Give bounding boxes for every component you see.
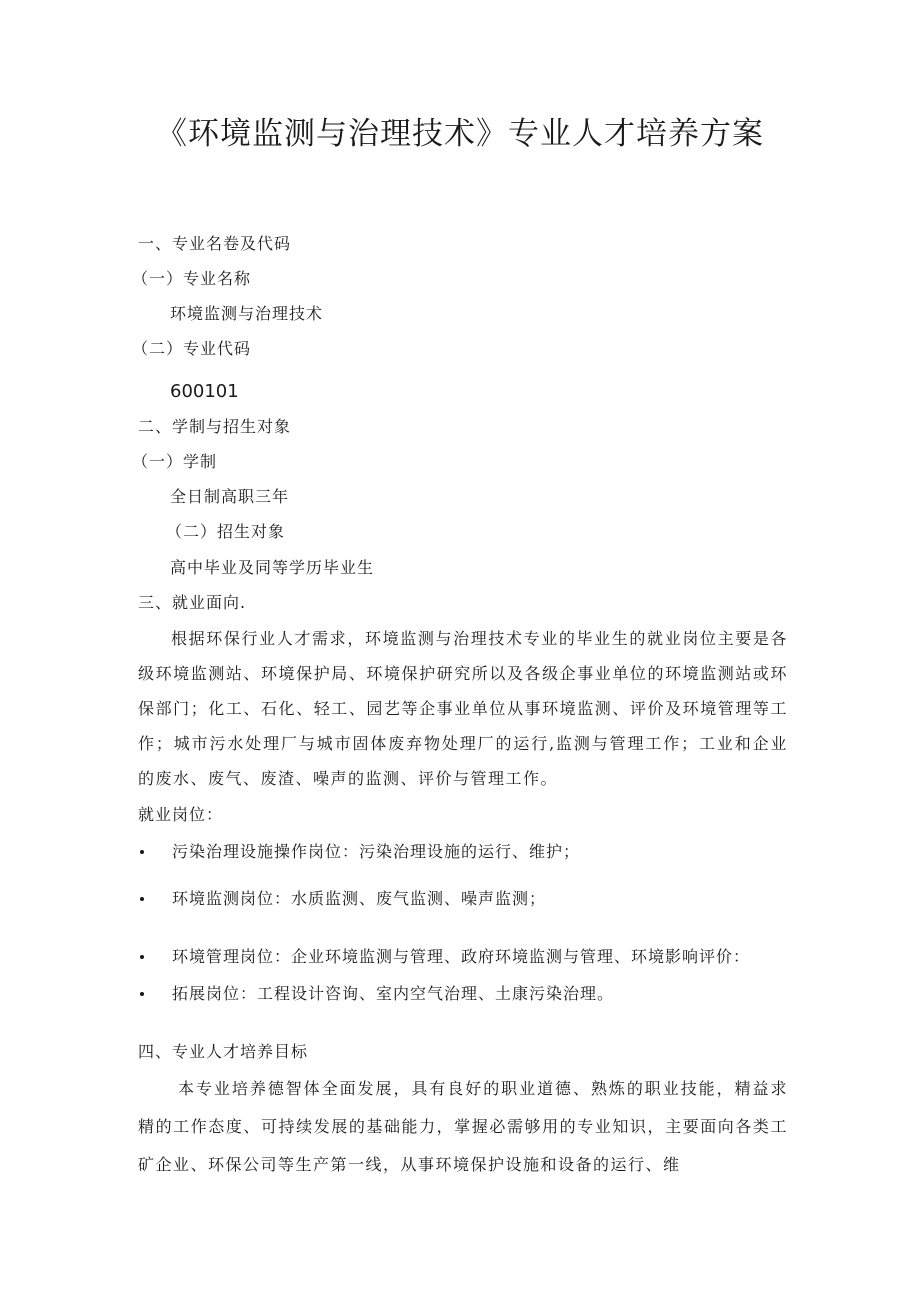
bullet-icon	[140, 850, 144, 854]
section-2-sub-2: （二）招生对象	[166, 522, 286, 541]
job-item-text: 环境监测岗位：水质监测、废气监测、噪声监测；	[172, 889, 547, 908]
bullet-icon	[140, 992, 144, 996]
job-item-text: 环境管理岗位：企业环境监测与管理、政府环境监测与管理、环境影响评价：	[172, 947, 751, 966]
job-list-item	[138, 887, 546, 911]
employment-paragraph: 根据环保行业人才需求，环境监测与治理技术专业的毕业生的就业岗位主要是各级环境监测站、环境保护局、环境保护研究所以及各级企事业单位的环境监测站或环保部门；化工、石化、轻工、园艺等企事业单位从事环境监测、评价及环境管理等工作；城市污水处理厂与城市固体废弃物处理厂的运行,监测与管理工作；工业和企业的废水、废气、废渣、噪声的监测、评价与管理工作。	[138, 629, 788, 788]
document-title: 《环境监测与治理技术》专业人才培养方案	[156, 116, 764, 152]
section-2-heading: 二、学制与招生对象	[138, 417, 292, 436]
section-1-sub-1: （一）专业名称	[132, 269, 252, 288]
section-4-heading: 四、专业人才培养目标	[138, 1042, 309, 1061]
major-name-text: 环境监测与治理技术	[170, 304, 324, 323]
section-3-heading: 三、就业面向.	[138, 593, 247, 612]
bullet-icon	[140, 897, 144, 901]
duration-text: 全日制高职三年	[170, 487, 290, 506]
job-item-text: 拓展岗位：工程设计咨询、室内空气治理、土康污染治理。	[172, 984, 615, 1003]
job-item-text: 污染治理设施操作岗位：污染治理设施的运行、维护；	[172, 842, 581, 861]
section-1-heading: 一、专业名卷及代码	[138, 234, 292, 253]
job-list-item	[138, 945, 750, 969]
enrollment-target-text: 高中毕业及同等学历毕业生	[170, 558, 375, 577]
jobs-label: 就业岗位：	[138, 805, 224, 824]
section-2-sub-1: （一）学制	[132, 452, 218, 471]
job-list-item	[138, 982, 614, 1006]
training-goal-paragraph: 本专业培养德智体全面发展，具有良好的职业道德、熟炼的职业技能，精益求精的工作态度、可持续发展的基础能力，掌握必需够用的专业知识，主要面向各类工矿企业、环保公司等生产第一线，从事环境保护设施和设备的运行、维	[138, 1079, 788, 1174]
job-list-item	[138, 840, 580, 864]
bullet-icon	[140, 955, 144, 959]
section-1-sub-2: （二）专业代码	[132, 339, 252, 358]
major-code-text: 600101	[170, 381, 239, 402]
